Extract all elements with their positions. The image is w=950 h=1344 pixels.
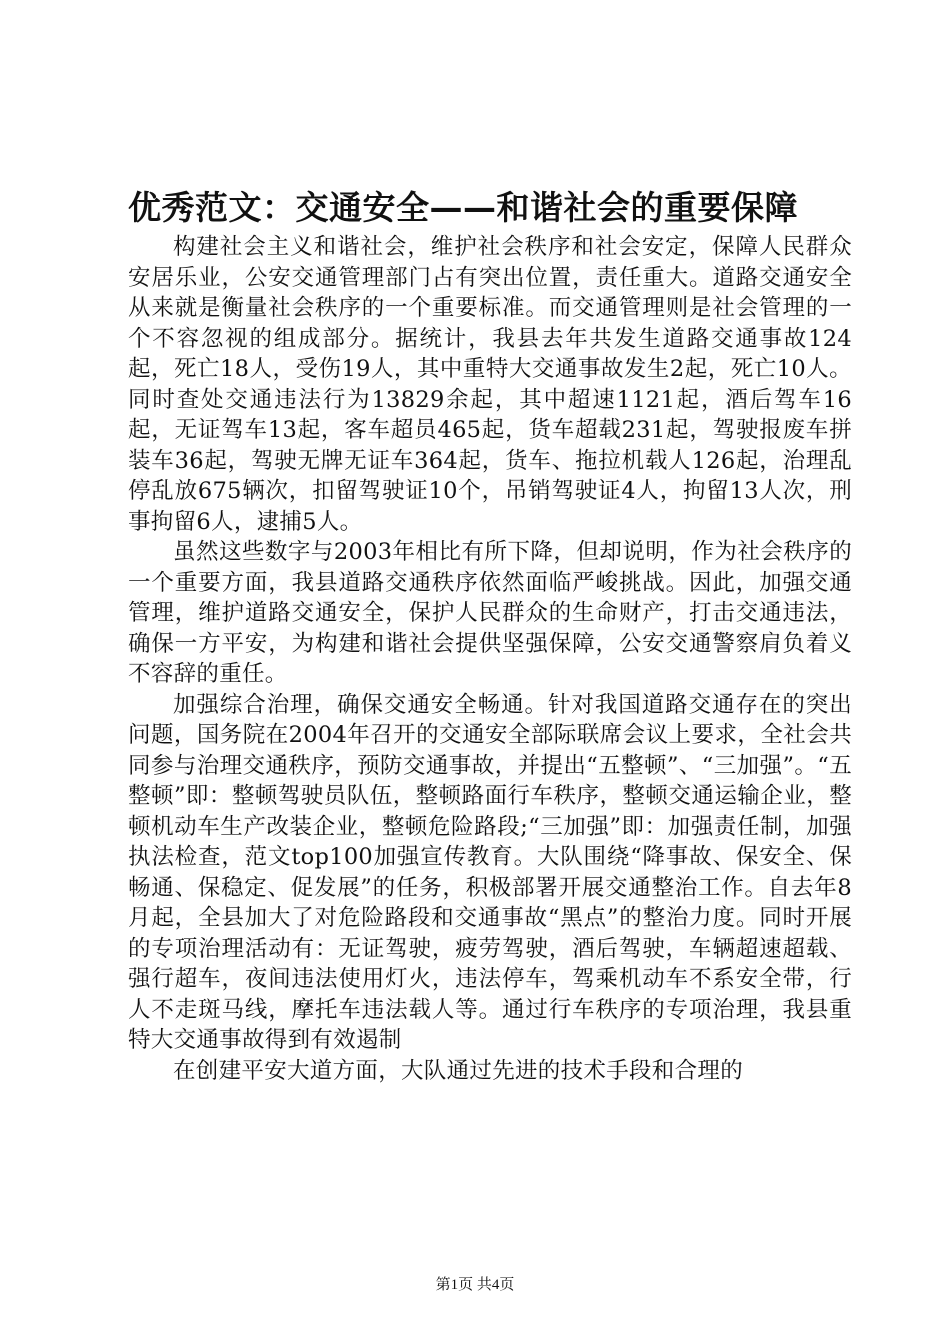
- document-title: 优秀范文：交通安全——和谐社会的重要保障: [128, 188, 798, 227]
- paragraph: 构建社会主义和谐社会，维护社会秩序和社会安定，保障人民群众安居乐业，公安交通管理部门占有突出位置，责任重大。道路交通安全从来就是衡量社会秩序的一个重要标准。而交通管理则是社会管理的一个不容忽视的组成部分。据统计，我县去年共发生道路交通事故124起，死亡18人，受伤19人，其中重特大交通事故发生2起，死亡10人。同时查处交通违法行为13829余起，其中超速1121起，酒后驾车16起，无证驾车13起，客车超员465起，货车超载231起，驾驶报废车拼装车36起，驾驶无牌无证车364起，货车、拖拉机载人126起，治理乱停乱放675辆次，扣留驾驶证10个，吊销驾驶证4人，拘留13人次，刑事拘留6人，逮捕5人。: [128, 234, 852, 535]
- paragraph: 加强综合治理，确保交通安全畅通。针对我国道路交通存在的突出问题，国务院在2004年召开的交通安全部际联席会议上要求，全社会共同参与治理交通秩序，预防交通事故，并提出“五整顿”、“三加强”。“五整顿”即：整顿驾驶员队伍，整顿路面行车秩序，整顿交通运输企业，整顿机动车生产改装企业，整顿危险路段;“三加强”即：加强责任制，加强执法检查，范文top100加强宣传教育。大队围绕“降事故、保安全、保畅通、保稳定、促发展”的任务，积极部署开展交通整治工作。自去年8月起，全县加大了对危险路段和交通事故“黑点”的整治力度。同时开展的专项治理活动有：无证驾驶，疲劳驾驶，酒后驾驶，车辆超速超载、强行超车，夜间违法使用灯火，违法停车，驾乘机动车不系安全带，行人不走斑马线，摩托车违法载人等。通过行车秩序的专项治理，我县重特大交通事故得到有效遏制: [128, 691, 852, 1053]
- page-number-footer: 第1页 共4页: [435, 1277, 515, 1293]
- paragraph: 虽然这些数字与2003年相比有所下降，但却说明，作为社会秩序的一个重要方面，我县道路交通秩序依然面临严峻挑战。因此，加强交通管理，维护道路交通安全，保护人民群众的生命财产，打击交通违法，确保一方平安，为构建和谐社会提供坚强保障，公安交通警察肩负着义不容辞的重任。: [128, 539, 852, 687]
- paragraph: 在创建平安大道方面，大队通过先进的技术手段和合理的: [173, 1057, 744, 1084]
- document-body: [128, 232, 852, 1086]
